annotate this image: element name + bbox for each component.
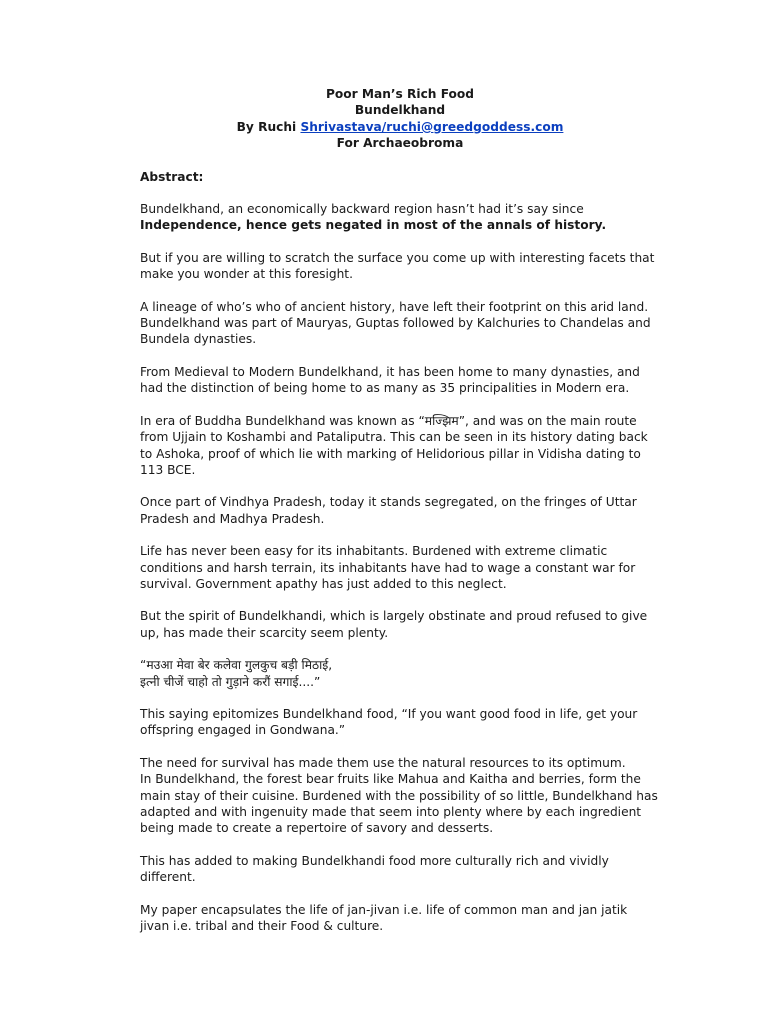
paragraph-2: But if you are willing to scratch the surface you come up with interesting facets that make you wonder at this foresight. — [140, 250, 655, 282]
paragraph-10a: The need for survival has made them use the natural resources to its optimum. — [140, 755, 626, 770]
paragraph-6: Once part of Vindhya Pradesh, today it stands segregated, on the fringes of Uttar Pradesh and Madhya Pradesh. — [140, 495, 637, 526]
for-line: For Archaeobroma — [336, 136, 464, 151]
hindi-saying — [140, 657, 660, 690]
paragraph-7: Life has never been easy for its inhabitants. Burdened with extreme climatic conditions and harsh terrain, its inhabitants have had to wage a constant war for survival. Government apathy has just added to this neglect. — [140, 544, 636, 591]
hindi-saying-line-1: “मउआ मेवा बेर कलेवा गुलकुच बड़ी मिठाई, — [140, 658, 333, 673]
paragraph-12: My paper encapsulates the life of jan-jivan i.e. life of common man and jan jatik jivan i.e. tribal and their Food & culture. — [140, 902, 628, 934]
paragraph-10b: In Bundelkhand, the forest bear fruits like Mahua and Kaitha and berries, form the main stay of their cuisine. Burdened with the possibility of so little, Bundelkhand has adapted and with ingenuity made that seem into plenty where by each ingredient being made to create a repertoire of savory and desserts. — [140, 772, 658, 836]
paragraph-9: This saying epitomizes Bundelkhand food, “If you want good food in life, get your offspring engaged in Gondwana.” — [140, 706, 638, 738]
paragraph-1-bold-text: Independence, hence gets negated in most of the annals of history. — [140, 218, 607, 233]
author-line — [140, 119, 660, 135]
document-page — [140, 86, 660, 934]
abstract-heading: Abstract: — [140, 169, 204, 184]
title-block — [140, 86, 660, 152]
paragraph-1 — [140, 201, 660, 234]
document-subtitle: Bundelkhand — [354, 103, 446, 118]
author-email-link[interactable]: Shrivastava/ruchi@greedgoddess.com — [300, 119, 564, 134]
paragraph-3: A lineage of who’s who of ancient history, have left their footprint on this arid land. Bundelkhand was part of Mauryas, Guptas followed by Kalchuries to Chandelas and Bundela dynasties. — [140, 299, 651, 347]
paragraph-5: In era of Buddha Bundelkhand was known as “मज्झिम”, and was on the main route from Ujjain to Koshambi and Pataliputra. This can be seen in its history dating back to Ashoka, proof of which lie with marking of Helidorious pillar in Vidisha dating to 113 BCE. — [140, 413, 648, 477]
paragraph-4: From Medieval to Modern Bundelkhand, it has been home to many dynasties, and had the distinction of being home to as many as 35 principalities in Modern era. — [140, 364, 640, 396]
document-title: Poor Man’s Rich Food — [325, 87, 475, 101]
paragraph-1-text: Bundelkhand, an economically backward region hasn’t had it’s say since — [140, 202, 584, 217]
author-prefix: By Ruchi — [236, 119, 297, 134]
hindi-saying-line-2: इत्नी चीजें चाहो तो गुड़ाने करौं सगाई....” — [140, 674, 321, 689]
paragraph-8: But the spirit of Bundelkhandi, which is largely obstinate and proud refused to give up, has made their scarcity seem plenty. — [140, 609, 648, 640]
paragraph-11: This has added to making Bundelkhandi food more culturally rich and vividly different. — [140, 853, 609, 885]
